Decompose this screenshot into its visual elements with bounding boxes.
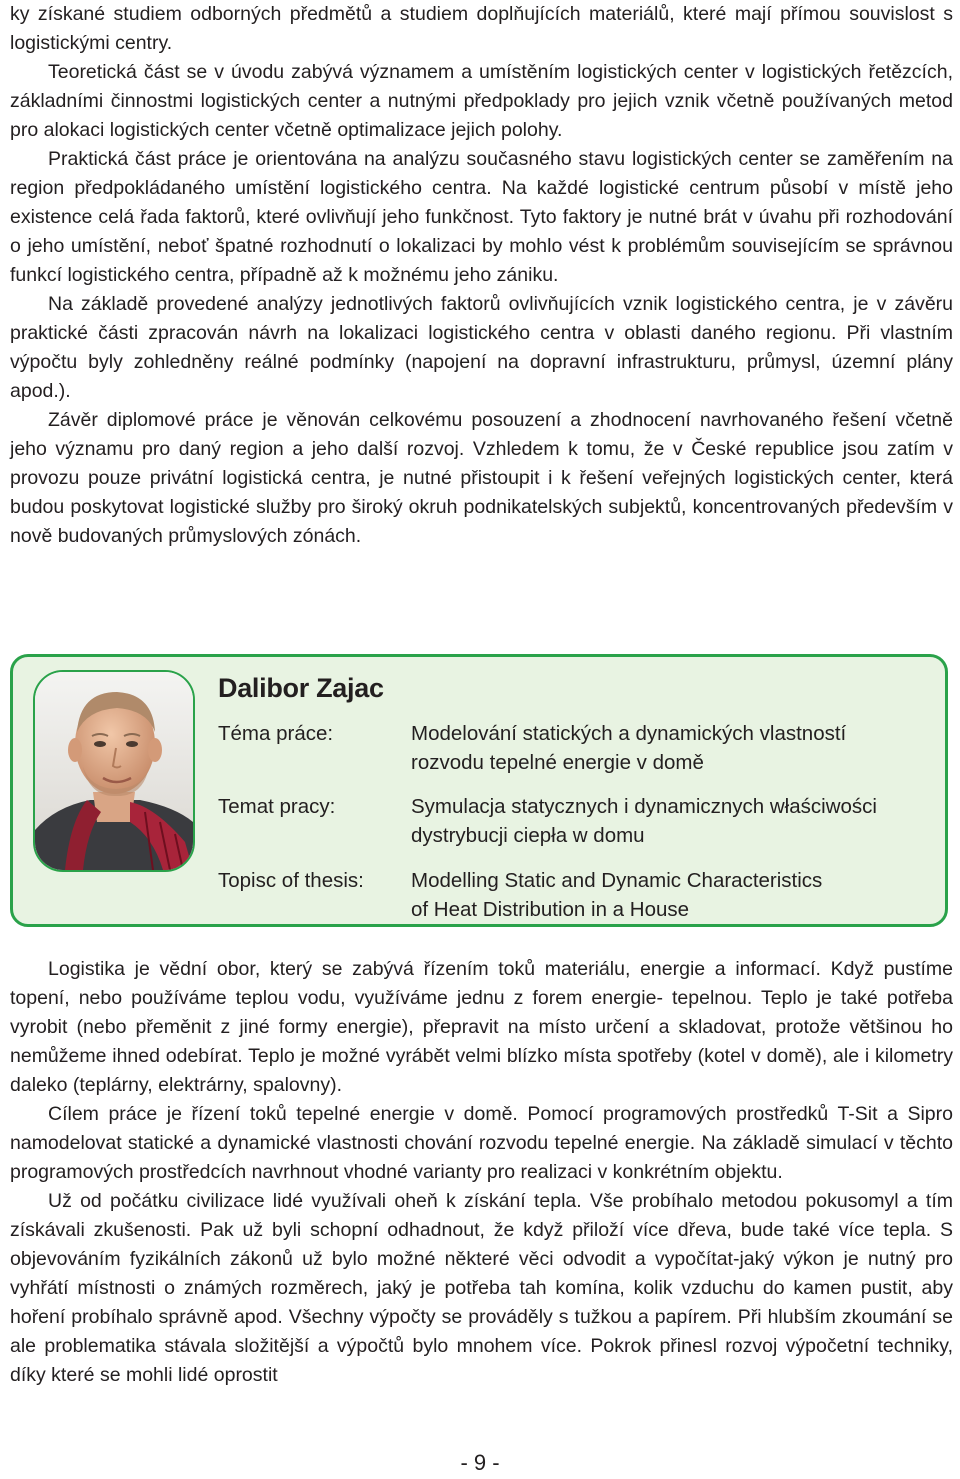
page-number: - 9 - (460, 1450, 500, 1475)
student-photo (33, 670, 195, 872)
paragraph: Závěr diplomové práce je věnován celkovému posouzení a zhodnocení navrhovaného řešení včetně jeho významu pro daný region a jeho další rozvoj. Vzhledem k tomu, že v České republice jsou zatím v provozu pouze privátní logistická centra, je nutné přistoupit i k řešení veřejných logistických center, která budou poskytovat logistické služby pro široký okruh podnikatelských subjektů, koncentrovaných především v nově budovaných průmyslových zónách. (10, 409, 953, 547)
bottom-text-block (10, 955, 953, 1390)
topic-value-cz (411, 719, 931, 777)
paragraph: Praktická část práce je orientována na analýzu současného stavu logistických center se zaměřením na region předpokládaného umístění logistického centra. Na každé logistické centrum působí v místě jeho existence celá řada faktorů, které ovlivňují jeho funkčnost. Tyto faktory je nutné brát v úvahu při rozhodování o jeho umístění, neboť špatné rozhodnutí o lokalizaci by mohlo vést k problémům souvisejícím se správnou funkcí logistického centra, případně až k možnému jeho zániku. (10, 148, 953, 286)
topic-value-pl (411, 792, 931, 850)
paragraph: Na základě provedené analýzy jednotlivých faktorů ovlivňujících vznik logistického centra, je v závěru praktické části zpracován návrh na lokalizaci logistického centra v oblasti daného regionu. Při vlastním výpočtu byly zohledněny reálné podmínky (napojení na dopravní infrastrukturu, průmysl, územní plány apod.). (10, 293, 953, 402)
topic-value-line: dystrybucji ciepła w domu (411, 824, 645, 847)
topic-value-line: of Heat Distribution in a House (411, 898, 690, 921)
topic-value-line: rozvodu tepelné energie v domě (411, 751, 704, 774)
topic-value-line: Modelování statických a dynamických vlastností (411, 722, 847, 745)
portrait-image (35, 672, 193, 870)
paragraph: Logistika je vědní obor, který se zabývá řízením toků materiálu, energie a informací. Když pustíme topení, nebo používáme teplou vodu, využíváme jednu z forem energie- tepelnou. Teplo je také potřeba vyrobit (nebo přeměnit z jiné formy energie), přepravit na místo určení a skladovat, protože většinou ho nemůžeme ihned odebírat. Teplo je možné vyrábět velmi blízko místa spotřeby (kotel v domě), ale i kilometry daleko (teplárny, elektrárny, spalovny). (10, 958, 953, 1096)
topic-value-en (411, 866, 931, 924)
student-name: Dalibor Zajac (218, 673, 384, 703)
paragraph: Cílem práce je řízení toků tepelné energie v domě. Pomocí programových prostředků T-Sit a Sipro namodelovat statické a dynamické vlastnosti chování rozvodu tepelné energie. Na základě simulací v těchto programových prostředcích navrhnout vhodné varianty pro realizaci v konkrétním objektu. (10, 1103, 953, 1183)
topic-label-pl: Temat pracy: (218, 795, 336, 818)
topic-label-en: Topisc of thesis: (218, 869, 364, 892)
top-text-block (10, 0, 953, 551)
topic-value-line: Symulacja statycznych i dynamicznych właściwości (411, 795, 877, 818)
paragraph: Už od počátku civilizace lidé využívali oheň k získání tepla. Vše probíhalo metodou pokusomyl a tím získávali zkušenosti. Pak už byli schopní odhadnout, že když přiloží více dřeva, bude také více tepla. S objevováním fyzikálních zákonů už bylo možné některé věci odvodit a vypočítat-jaký výkon je nutný pro vyhřátí místnosti o známých rozměrech, jaký je potřeba tah komína, kolik vzduchu do kamen pustit, aby hoření probíhalo správně apod. Všechny výpočty se prováděly s tužkou a papírem. Při hlubším zkoumání se ale problematika stávala složitější a výpočtů bylo mnohem více. Pokrok přinesl rozvoj výpočetní techniky, díky které se mohli lidé oprostit (10, 1190, 953, 1386)
paragraph: Teoretická část se v úvodu zabývá významem a umístěním logistických center v logistických řetězcích, základními činnostmi logistických center a nutnými předpoklady pro jejich vznik včetně používaných metod pro alokaci logistických center včetně optimalizace jejich polohy. (10, 61, 953, 141)
topic-value-line: Modelling Static and Dynamic Characteristics (411, 869, 823, 892)
paragraph: ky získané studiem odborných předmětů a studiem doplňujících materiálů, které mají přímou souvislost s logistickými centry. (10, 3, 953, 54)
student-profile-card (10, 654, 948, 927)
topic-label-cz: Téma práce: (218, 722, 334, 745)
